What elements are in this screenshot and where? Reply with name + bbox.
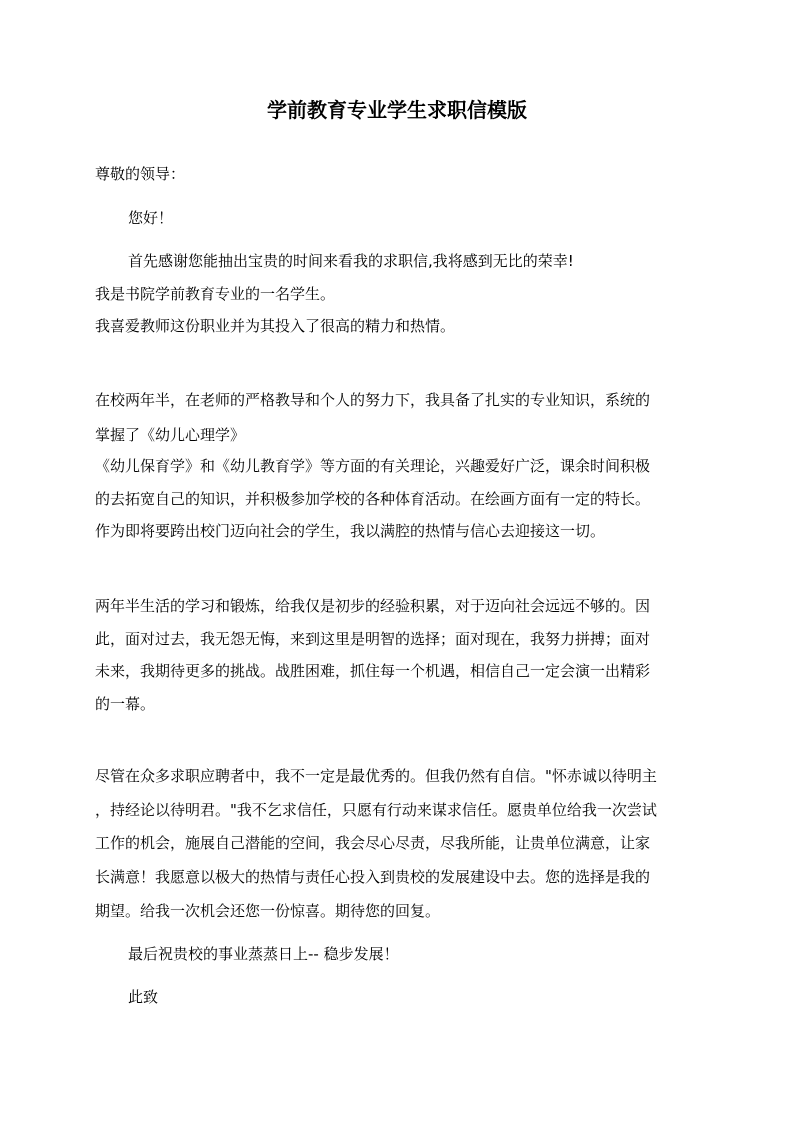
paragraph-line: 的一幕。 <box>95 695 156 713</box>
paragraph-line: 此，面对过去，我无怨无悔，来到这里是明智的选择；面对现在，我努力拼搏；面对 <box>95 630 651 648</box>
intro-line: 首先感谢您能抽出宝贵的时间来看我的求职信,我将感到无比的荣幸! <box>128 252 574 270</box>
paragraph-line: 掌握了《幼儿心理学》 <box>95 426 246 444</box>
paragraph-line: 的去拓宽自己的知识，并积极参加学校的各种体育活动。在绘画方面有一定的特长。 <box>95 490 651 508</box>
paragraph-line: 长满意！我愿意以极大的热情与责任心投入到贵校的发展建设中去。您的选择是我的 <box>95 868 651 886</box>
greeting: 您好！ <box>128 209 174 227</box>
paragraph-line: 未来，我期待更多的挑战。战胜困难，抓住每一个机遇，相信自己一定会演一出精彩 <box>95 662 651 680</box>
intro-line: 我喜爱教师这份职业并为其投入了很高的精力和热情。 <box>95 317 456 335</box>
paragraph-line: 工作的机会，施展自己潜能的空间，我会尽心尽责，尽我所能，让贵单位满意，让家 <box>95 834 651 852</box>
paragraph-line: 《幼儿保育学》和《幼儿教育学》等方面的有关理论，兴趣爱好广泛，课余时间积极 <box>95 457 651 475</box>
paragraph-line: 作为即将要跨出校门迈向社会的学生，我以满腔的热情与信心去迎接这一切。 <box>95 522 606 540</box>
closing-wish: 最后祝贵校的事业蒸蒸日上-- 稳步发展！ <box>128 945 399 963</box>
salutation: 尊敬的领导： <box>95 165 186 183</box>
intro-line: 我是书院学前教育专业的一名学生。 <box>95 285 336 303</box>
paragraph-line: 期望。给我一次机会还您一份惊喜。期待您的回复。 <box>95 902 441 920</box>
paragraph-line: 在校两年半，在老师的严格教导和个人的努力下，我具备了扎实的专业知识，系统的 <box>95 391 651 409</box>
document-title: 学前教育专业学生求职信模版 <box>267 98 527 122</box>
paragraph-line: ，持经论以待明君。"我不乞求信任，只愿有行动来谋求信任。愿贵单位给我一次尝试 <box>95 801 657 819</box>
paragraph-line: 两年半生活的学习和锻炼，给我仅是初步的经验积累，对于迈向社会远远不够的。因 <box>95 597 651 615</box>
paragraph-line: 尽管在众多求职应聘者中，我不一定是最优秀的。但我仍然有自信。"怀赤诚以待明主 <box>95 767 657 785</box>
closing: 此致 <box>128 988 159 1006</box>
